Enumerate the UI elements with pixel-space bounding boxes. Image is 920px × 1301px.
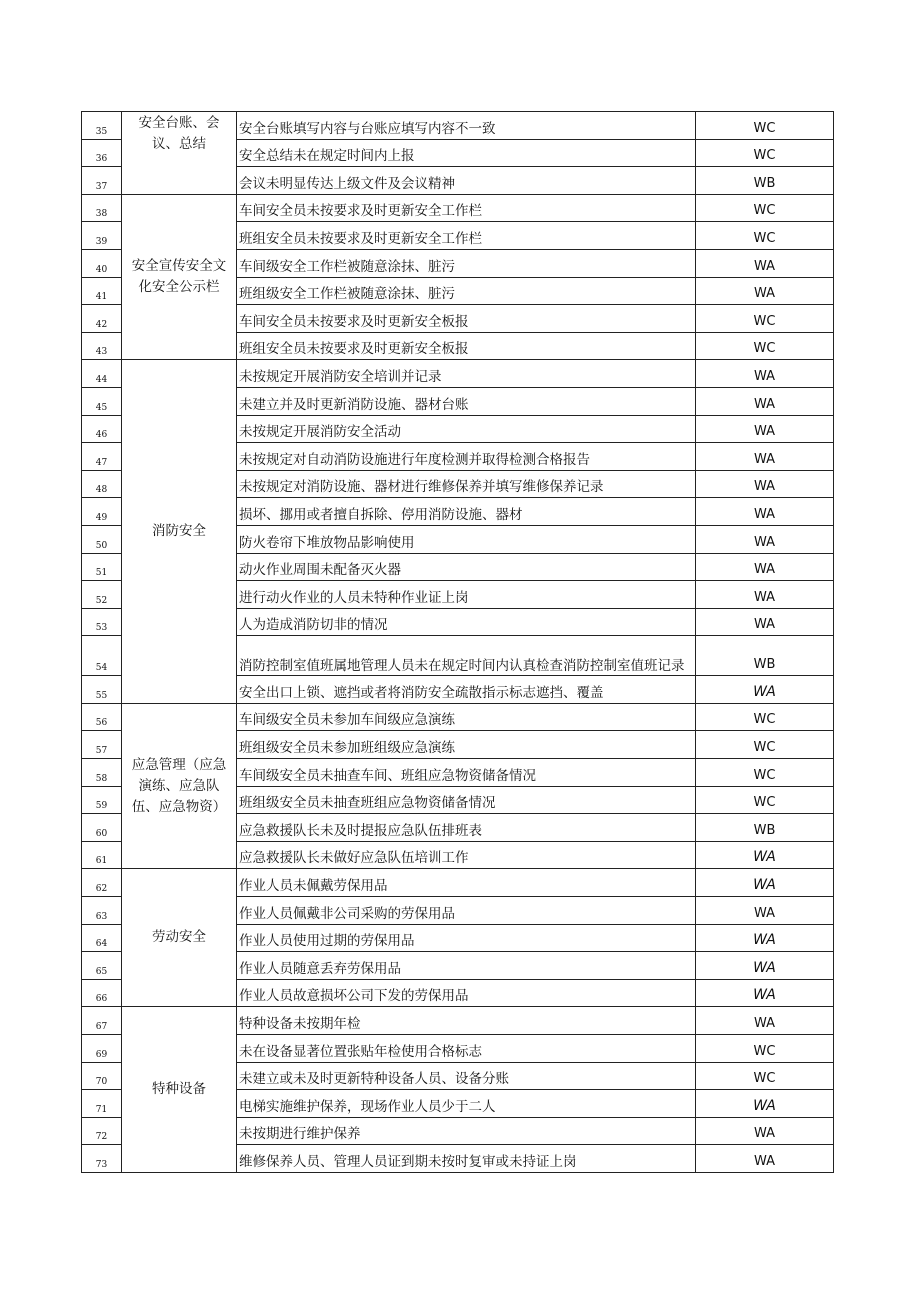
severity-grade: WC: [696, 759, 834, 787]
row-number: 48: [82, 470, 122, 498]
category-cell: 劳动安全: [122, 869, 237, 1007]
row-number: 38: [82, 194, 122, 222]
table-row: [82, 1007, 834, 1035]
severity-grade: WC: [696, 332, 834, 360]
issue-description: 车间级安全员未抽查车间、班组应急物资储备情况: [237, 759, 696, 787]
issue-description: 作业人员使用过期的劳保用品: [237, 924, 696, 952]
row-number: 60: [82, 814, 122, 842]
issue-description: 维修保养人员、管理人员证到期未按时复审或未持证上岗: [237, 1145, 696, 1173]
issue-description: 未建立并及时更新消防设施、器材台账: [237, 387, 696, 415]
severity-grade: WC: [696, 139, 834, 167]
severity-grade: WA: [696, 897, 834, 925]
inspection-table: [81, 111, 834, 1173]
severity-grade: WC: [696, 786, 834, 814]
issue-description: 电梯实施维护保养，现场作业人员少于二人: [237, 1090, 696, 1118]
issue-description: 作业人员未佩戴劳保用品: [237, 869, 696, 897]
issue-description: 应急救援队长未及时提报应急队伍排班表: [237, 814, 696, 842]
issue-description: 损坏、挪用或者擅自拆除、停用消防设施、器材: [237, 498, 696, 526]
row-number: 71: [82, 1090, 122, 1118]
row-number: 35: [82, 112, 122, 140]
row-number: 43: [82, 332, 122, 360]
severity-grade: WA: [696, 1145, 834, 1173]
issue-description: 班组级安全工作栏被随意涂抹、脏污: [237, 277, 696, 305]
issue-description: 安全台账填写内容与台账应填写内容不一致: [237, 112, 696, 140]
severity-grade: WA: [696, 869, 834, 897]
row-number: 45: [82, 387, 122, 415]
severity-grade: WC: [696, 731, 834, 759]
issue-description: 安全出口上锁、遮挡或者将消防安全疏散指示标志遮挡、覆盖: [237, 676, 696, 704]
severity-grade: WA: [696, 924, 834, 952]
row-number: 59: [82, 786, 122, 814]
row-number: 40: [82, 249, 122, 277]
severity-grade: WA: [696, 387, 834, 415]
issue-description: 人为造成消防切非的情况: [237, 608, 696, 636]
severity-grade: WA: [696, 525, 834, 553]
severity-grade: WA: [696, 415, 834, 443]
severity-grade: WA: [696, 1117, 834, 1145]
issue-description: 未按期进行维护保养: [237, 1117, 696, 1145]
row-number: 70: [82, 1062, 122, 1090]
row-number: 54: [82, 636, 122, 676]
row-number: 53: [82, 608, 122, 636]
row-number: 69: [82, 1035, 122, 1063]
row-number: 57: [82, 731, 122, 759]
row-number: 72: [82, 1117, 122, 1145]
row-number: 64: [82, 924, 122, 952]
severity-grade: WC: [696, 222, 834, 250]
severity-grade: WA: [696, 979, 834, 1007]
issue-description: 特种设备未按期年检: [237, 1007, 696, 1035]
row-number: 66: [82, 979, 122, 1007]
table-row: [82, 194, 834, 222]
severity-grade: WA: [696, 952, 834, 980]
row-number: 51: [82, 553, 122, 581]
issue-description: 消防控制室值班属地管理人员未在规定时间内认真检查消防控制室值班记录: [237, 636, 696, 676]
category-cell: 应急管理（应急演练、应急队伍、应急物资）: [122, 703, 237, 869]
table-row: [82, 869, 834, 897]
row-number: 61: [82, 841, 122, 869]
severity-grade: WA: [696, 676, 834, 704]
issue-description: 会议未明显传达上级文件及会议精神: [237, 167, 696, 195]
category-cell: 安全宣传安全文化安全公示栏: [122, 194, 237, 360]
severity-grade: WA: [696, 443, 834, 471]
issue-description: 车间安全员未按要求及时更新安全板报: [237, 305, 696, 333]
row-number: 50: [82, 525, 122, 553]
row-number: 46: [82, 415, 122, 443]
severity-grade: WA: [696, 553, 834, 581]
row-number: 52: [82, 581, 122, 609]
issue-description: 车间级安全员未参加车间级应急演练: [237, 703, 696, 731]
row-number: 37: [82, 167, 122, 195]
severity-grade: WB: [696, 167, 834, 195]
row-number: 67: [82, 1007, 122, 1035]
severity-grade: WC: [696, 194, 834, 222]
severity-grade: WA: [696, 1007, 834, 1035]
table-body: [82, 112, 834, 1173]
severity-grade: WA: [696, 277, 834, 305]
issue-description: 班组级安全员未参加班组级应急演练: [237, 731, 696, 759]
issue-description: 未按规定对消防设施、器材进行维修保养并填写维修保养记录: [237, 470, 696, 498]
severity-grade: WC: [696, 703, 834, 731]
issue-description: 未建立或未及时更新特种设备人员、设备分账: [237, 1062, 696, 1090]
severity-grade: WA: [696, 498, 834, 526]
category-cell: 消防安全: [122, 360, 237, 704]
severity-grade: WA: [696, 470, 834, 498]
issue-description: 作业人员故意损坏公司下发的劳保用品: [237, 979, 696, 1007]
table-row: [82, 703, 834, 731]
row-number: 73: [82, 1145, 122, 1173]
row-number: 42: [82, 305, 122, 333]
row-number: 65: [82, 952, 122, 980]
row-number: 47: [82, 443, 122, 471]
row-number: 49: [82, 498, 122, 526]
row-number: 58: [82, 759, 122, 787]
issue-description: 应急救援队长未做好应急队伍培训工作: [237, 841, 696, 869]
table-row: [82, 112, 834, 140]
severity-grade: WC: [696, 112, 834, 140]
row-number: 41: [82, 277, 122, 305]
table-row: [82, 360, 834, 388]
issue-description: 进行动火作业的人员未特种作业证上岗: [237, 581, 696, 609]
severity-grade: WA: [696, 841, 834, 869]
row-number: 63: [82, 897, 122, 925]
row-number: 36: [82, 139, 122, 167]
issue-description: 班组安全员未按要求及时更新安全板报: [237, 332, 696, 360]
issue-description: 未按规定开展消防安全培训并记录: [237, 360, 696, 388]
issue-description: 安全总结未在规定时间内上报: [237, 139, 696, 167]
issue-description: 班组级安全员未抽查班组应急物资储备情况: [237, 786, 696, 814]
row-number: 44: [82, 360, 122, 388]
issue-description: 车间安全员未按要求及时更新安全工作栏: [237, 194, 696, 222]
row-number: 62: [82, 869, 122, 897]
severity-grade: WC: [696, 1062, 834, 1090]
severity-grade: WA: [696, 608, 834, 636]
issue-description: 动火作业周围未配备灭火器: [237, 553, 696, 581]
issue-description: 未按规定开展消防安全活动: [237, 415, 696, 443]
issue-description: 防火卷帘下堆放物品影响使用: [237, 525, 696, 553]
row-number: 39: [82, 222, 122, 250]
category-cell: 安全台账、会议、总结: [122, 112, 237, 195]
severity-grade: WA: [696, 249, 834, 277]
issue-description: 作业人员佩戴非公司采购的劳保用品: [237, 897, 696, 925]
severity-grade: WA: [696, 1090, 834, 1118]
severity-grade: WB: [696, 814, 834, 842]
issue-description: 班组安全员未按要求及时更新安全工作栏: [237, 222, 696, 250]
row-number: 56: [82, 703, 122, 731]
issue-description: 作业人员随意丢弃劳保用品: [237, 952, 696, 980]
severity-grade: WC: [696, 1035, 834, 1063]
row-number: 55: [82, 676, 122, 704]
severity-grade: WB: [696, 636, 834, 676]
category-cell: 特种设备: [122, 1007, 237, 1173]
issue-description: 未按规定对自动消防设施进行年度检测并取得检测合格报告: [237, 443, 696, 471]
issue-description: 车间级安全工作栏被随意涂抹、脏污: [237, 249, 696, 277]
severity-grade: WC: [696, 305, 834, 333]
severity-grade: WA: [696, 360, 834, 388]
severity-grade: WA: [696, 581, 834, 609]
issue-description: 未在设备显著位置张贴年检使用合格标志: [237, 1035, 696, 1063]
